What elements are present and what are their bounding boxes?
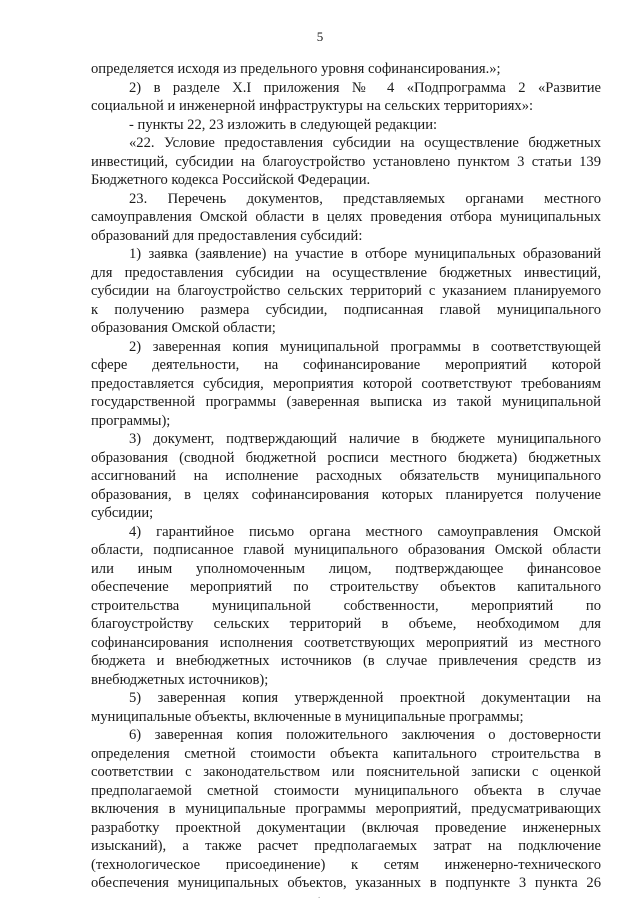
text-line: 6) заверенная копия положительного заключения о достоверности <box>129 727 601 743</box>
text-line: для предоставления субсидии на осуществление бюджетных инвестиций, <box>91 264 601 281</box>
text-line: Бюджетного кодекса Российской Федерации. <box>91 172 371 188</box>
text-line: предполагаемой сметной стоимости муниципального объекта в случае <box>91 782 601 799</box>
text-line: 1) заявка (заявление) на участие в отборе муниципальных образований <box>129 246 601 262</box>
text-line: социальной и инженерной инфраструктуры на сельских территориях»: <box>91 98 534 114</box>
text-line: предоставляется субсидия, мероприятия которой соответствуют требованиям <box>91 375 601 392</box>
text-line: самоуправления Омской области в целях проведения отбора муниципальных <box>91 209 601 225</box>
text-line: разработку проектной документации (включая проведение инженерных <box>91 819 601 836</box>
text-line: субсидии; <box>91 505 154 521</box>
text-line: изысканий), а также расчет предполагаемых затрат на подключение <box>91 838 601 854</box>
text-line: 2) заверенная копия муниципальной программы в соответствующей <box>129 338 601 355</box>
text-line: программы); <box>91 412 171 429</box>
text-line: сфере деятельности, на софинансирование мероприятий которой <box>91 357 601 373</box>
text-line: 23. Перечень документов, представляемых органами местного <box>129 190 601 207</box>
text-line: 5) заверенная копия утвержденной проектной документации на <box>129 690 601 706</box>
text-line: ассигнований на исполнение расходных обязательств муниципального <box>91 468 601 484</box>
text-line: образования Омской области; <box>91 320 276 336</box>
text-line: обеспечения муниципальных объектов, указанных в подпункте 3 пункта 26 <box>91 875 601 891</box>
text-line: внебюджетных источников); <box>91 671 269 688</box>
text-line: определяется исходя из предельного уровня софинансирования.»; <box>91 61 501 77</box>
text-line: инвестиций, субсидии на благоустройство установлено пунктом 3 статьи 139 <box>91 153 601 170</box>
text-line: государственной программы (заверенная выписка из такой муниципальной <box>91 394 601 410</box>
text-line: или иным уполномоченным лицом, подтверждающее финансовое <box>91 560 601 577</box>
text-line: 2) в разделе X.I приложения № 4 «Подпрограмма 2 «Развитие <box>129 79 601 96</box>
text-line: образований для предоставления субсидий: <box>91 227 363 244</box>
text-line: - пункты 22, 23 изложить в следующей редакции: <box>129 116 438 133</box>
text-line: обеспечение мероприятий по строительству объектов капитального <box>91 579 601 595</box>
text-line: бюджета и внебюджетных источников (в случае привлечения средств из <box>91 653 601 669</box>
text-line: софинансирования исполнения соответствующих мероприятий из местного <box>91 634 601 651</box>
text-line: «22. Условие предоставления субсидии на осуществление бюджетных <box>129 135 601 151</box>
text-line: образования, в целях софинансирования которых планируется получение <box>91 486 601 503</box>
text-line: к получению размера субсидии, подписанная главой муниципального <box>91 301 601 318</box>
text-line: включения в муниципальные программы мероприятий, предусматривающих <box>91 801 601 817</box>
text-line: соответствии с законодательством или пояснительной записки с оценкой <box>91 764 601 780</box>
scan-mark: . <box>318 890 321 900</box>
text-line: строительства муниципальной собственности, мероприятий по <box>91 597 601 614</box>
text-line: благоустройству сельских территорий в объеме, необходимом для <box>91 616 601 632</box>
text-line: области, подписанное главой муниципального образования Омской области <box>91 542 601 558</box>
text-line: 3) документ, подтверждающий наличие в бюджете муниципального <box>129 431 601 447</box>
page-number: 5 <box>316 29 324 44</box>
document-body <box>91 60 601 893</box>
text-line: муниципальные объекты, включенные в муниципальные программы; <box>91 708 524 725</box>
text-line: 4) гарантийное письмо органа местного самоуправления Омской <box>129 523 601 540</box>
text-line: субсидии на благоустройство сельских территорий с указанием планируемого <box>91 283 601 299</box>
text-line: определения сметной стоимости объекта капитального строительства в <box>91 745 601 762</box>
text-line: образования (сводной бюджетной росписи местного бюджета) бюджетных <box>91 449 601 466</box>
text-line: (технологическое присоединение) к сетям инженерно-технического <box>91 856 601 873</box>
